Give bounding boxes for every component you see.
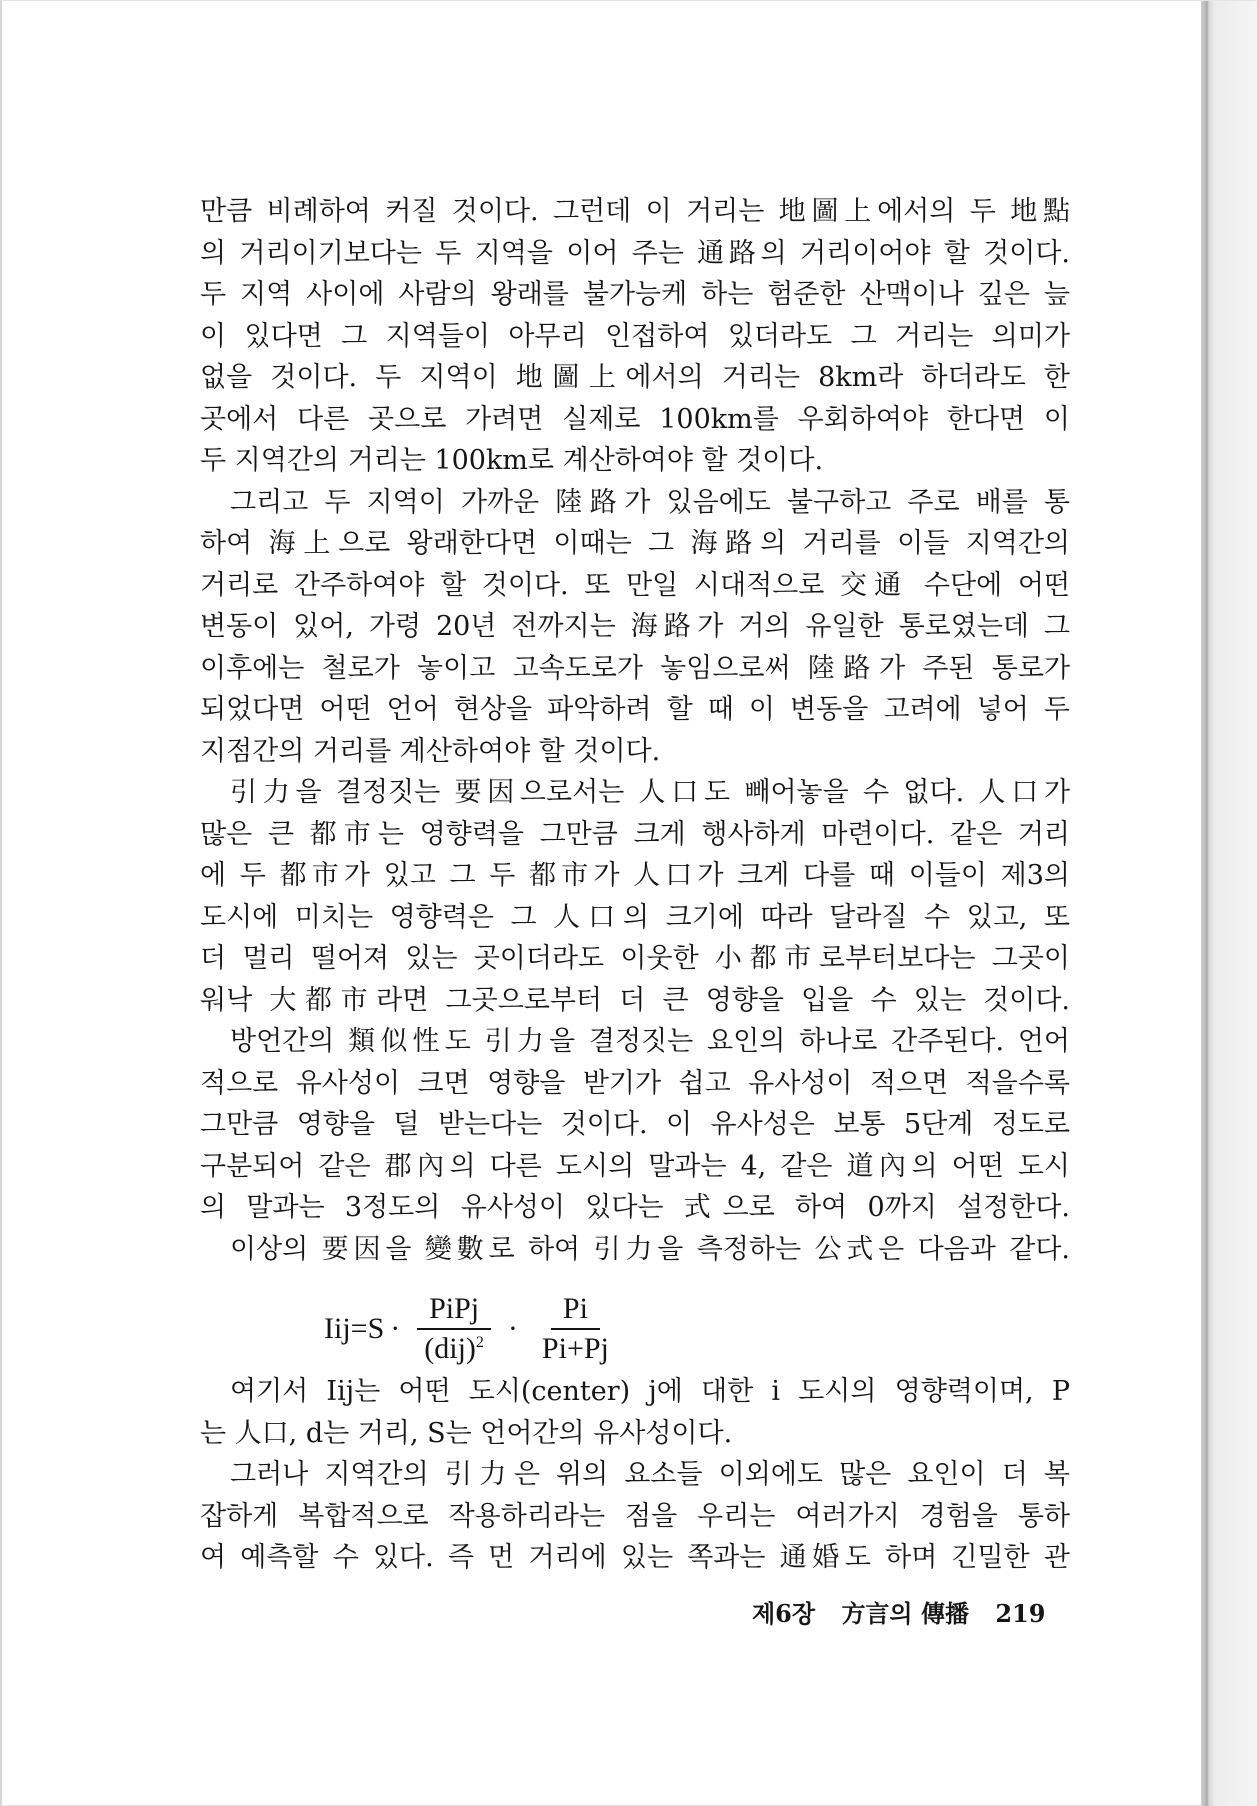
text-line: 그리고 두 지역이 가까운 陸路가 있음에도 불구하고 주로 배를 통 (230, 486, 1070, 518)
text-line: 더 멀리 떨어져 있는 곳이더라도 이웃한 小都市로부터보다는 그곳이 (200, 943, 1070, 974)
fraction-numerator: PiPj (417, 1292, 491, 1330)
text-line: 워낙 大都市라면 그곳으로부터 더 큰 영향을 입을 수 있는 것이다. (200, 984, 1070, 1016)
body-text (200, 191, 1070, 1270)
gravity-formula (324, 1289, 627, 1369)
text-line: 引力을 결정짓는 要因으로서는 人口도 빼어놓을 수 없다. 人口가 (230, 777, 1070, 808)
page-number: 219 (995, 1599, 1046, 1628)
text-line: 의 말과는 3정도의 유사성이 있다는 式으로 하여 0까지 설정한다. (200, 1192, 1070, 1223)
text-line: 적으로 유사성이 크면 영향을 받기가 쉽고 유사성이 적으면 적을수록 (200, 1067, 1070, 1099)
text-line: 만큼 비례하여 커질 것이다. 그런데 이 거리는 地圖上에서의 두 地點 (200, 196, 1070, 227)
formula-fraction-1 (412, 1292, 496, 1366)
text-line: 되었다면 어떤 언어 현상을 파악하려 할 때 이 변동을 고려에 넣어 두 (200, 694, 1070, 725)
section-title: 方言의 傳播 (841, 1599, 969, 1628)
text-line: 하여 海上으로 왕래한다면 이때는 그 海路의 거리를 이들 지역간의 (200, 528, 1070, 559)
text-line: 에 두 都市가 있고 그 두 都市가 人口가 크게 다를 때 이들이 제3의 (200, 860, 1070, 891)
text-line: 방언간의 類似性도 引力을 결정짓는 요인의 하나로 간주된다. 언어 (230, 1026, 1070, 1057)
text-line: 곳에서 다른 곳으로 가려면 실제로 100km를 우회하여야 한다면 이 (200, 403, 1070, 435)
fraction-denominator: Pi+Pj (541, 1332, 609, 1365)
text-line: 없을 것이다. 두 지역이 地圖上에서의 거리는 8km라 하더라도 한 (200, 362, 1070, 393)
formula-fraction-2 (530, 1292, 621, 1366)
page-footer (752, 1594, 1045, 1629)
text-line: 두 지역간의 거리는 100km로 계산하여야 할 것이다. (200, 445, 824, 476)
fraction-denominator (412, 1330, 496, 1366)
text-line: 이후에는 철로가 놓이고 고속도로가 놓임으로써 陸路가 주된 통로가 (200, 652, 1070, 684)
text-line: 이상의 要因을 變數로 하여 引力을 측정하는 公式은 다음과 같다. (230, 1233, 1070, 1265)
denominator-base: (dij) (424, 1332, 476, 1365)
text-line: 그러나 지역간의 引力은 위의 요소들 이외에도 많은 요인이 더 복 (230, 1459, 1070, 1490)
text-line: 구분되어 같은 郡內의 다른 도시의 말과는 4, 같은 道內의 어떤 도시 (200, 1150, 1070, 1182)
text-line: 거리로 간주하여야 할 것이다. 또 만일 시대적으로 交通 수단에 어떤 (200, 569, 1070, 601)
text-line: 여기서 Iij는 어떤 도시(center) j에 대한 i 도시의 영향력이며, P (230, 1376, 1070, 1407)
text-line: 두 지역 사이에 사람의 왕래를 불가능케 하는 험준한 산맥이나 깊은 늪 (200, 279, 1070, 310)
chapter-label: 제6장 (752, 1599, 816, 1628)
denominator-exponent: 2 (475, 1334, 484, 1351)
text-line: 많은 큰 都市는 영향력을 그만큼 크게 행사하게 마련이다. 같은 거리 (200, 818, 1070, 850)
text-line: 변동이 있어, 가령 20년 전까지는 海路가 거의 유일한 통로였는데 그 (200, 611, 1070, 642)
text-line: 이 있다면 그 지역들이 아무리 인접하여 있더라도 그 거리는 의미가 (200, 320, 1070, 352)
body-text-after-formula (200, 1371, 1070, 1579)
text-line: 의 거리이기보다는 두 지역을 이어 주는 通路의 거리이어야 할 것이다. (200, 237, 1070, 269)
fraction-numerator: Pi (551, 1292, 600, 1330)
text-line: 여 예측할 수 있다. 즉 먼 거리에 있는 쪽과는 通婚도 하며 긴밀한 관 (200, 1542, 1070, 1573)
text-line: 지점간의 거리를 계산하여야 할 것이다. (200, 735, 661, 767)
formula-lhs: Iij=S (324, 1312, 385, 1345)
text-line: 잡하게 복합적으로 작용하리라는 점을 우리는 여러가지 경험을 통하 (200, 1500, 1070, 1532)
page-edge-shadow (1201, 1, 1257, 1806)
text-line: 도시에 미치는 영향력은 그 人口의 크기에 따라 달라질 수 있고, 또 (200, 901, 1070, 933)
text-line: 그만큼 영향을 덜 받는다는 것이다. 이 유사성은 보통 5단계 정도로 (200, 1109, 1070, 1140)
text-line: 는 人口, d는 거리, S는 언어간의 유사성이다. (200, 1417, 733, 1449)
formula-dot: · (507, 1312, 518, 1345)
formula-dot: · (390, 1312, 401, 1345)
